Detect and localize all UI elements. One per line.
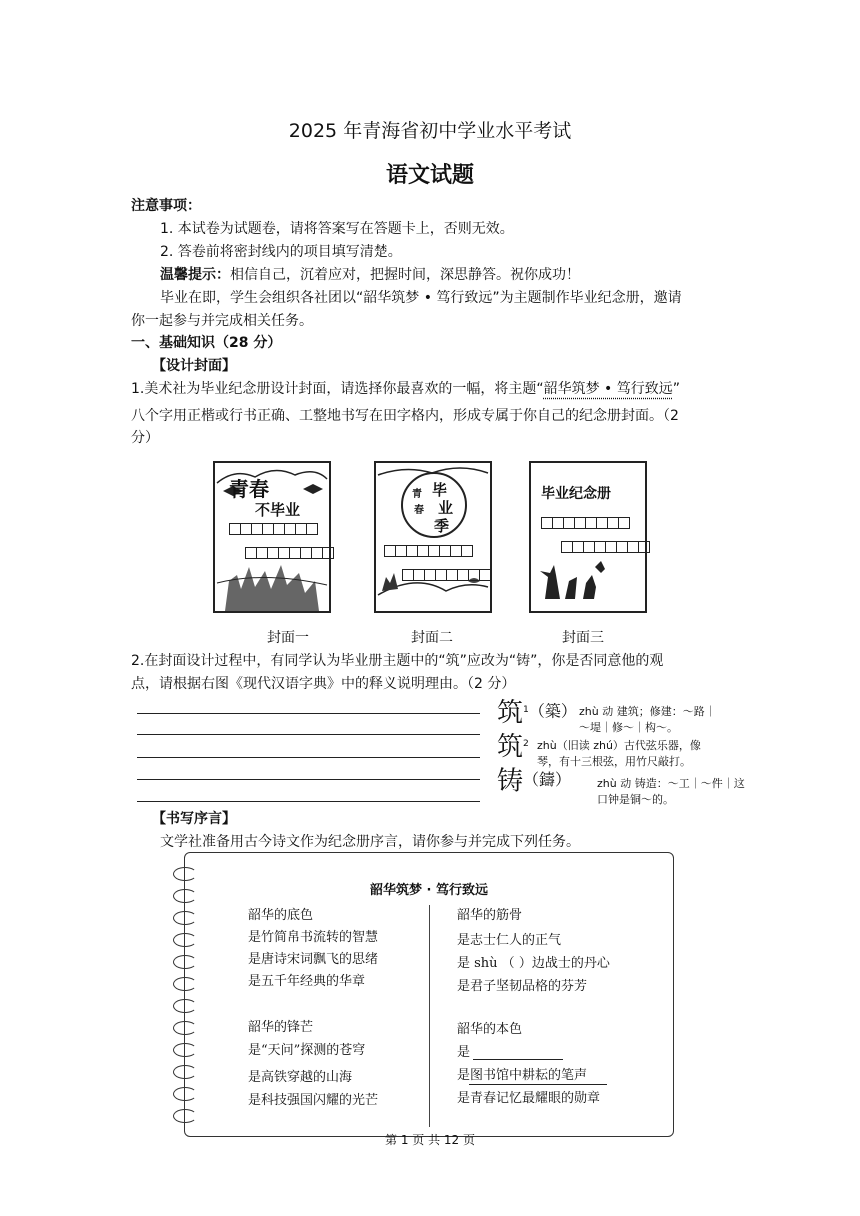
writing-grid-1a xyxy=(229,523,317,535)
answer-line-5[interactable] xyxy=(137,801,480,802)
dict-def-1a: zhù 动 建筑；修建：～路｜ xyxy=(579,705,716,718)
dict-sup-2: 2 xyxy=(523,738,529,749)
intro-line-1: 毕业在即，学生会组织各社团以“韶华筑梦 • 笃行致远”为主题制作毕业纪念册，邀请 xyxy=(160,290,682,306)
poem-left-line: 韶华的底色 xyxy=(248,908,314,923)
poem-left-line: 是竹简帛书流转的智慧 xyxy=(248,930,379,945)
writing-grid-3b xyxy=(561,541,649,553)
cover-2-char-bi: 毕 xyxy=(432,481,448,499)
task-preface-intro: 文学社准备用古今诗文作为纪念册序言，请你参与并完成下列任务。 xyxy=(160,834,580,850)
notice-item-1: 1. 本试卷为试题卷，请将答案写在答题卡上，否则无效。 xyxy=(160,221,514,237)
page-number: 第 1 页 共 12 页 xyxy=(385,1133,475,1147)
dictionary-entry-3 xyxy=(497,766,745,806)
poem-right-line: 韶华的本色 xyxy=(457,1022,523,1037)
binder-ring xyxy=(173,1109,197,1123)
poem-right-line: 是图书馆中耕耘的笔声 xyxy=(457,1068,588,1083)
dictionary-entry-2 xyxy=(497,732,701,768)
poem-right-line: 是 shù （ ）边战士的丹心 xyxy=(457,956,610,971)
writing-grid-2a xyxy=(384,545,472,557)
tip-text: 相信自己，沉着应对，把握时间，深思静答。祝你成功！ xyxy=(230,267,580,283)
writing-grid-2b xyxy=(402,569,490,581)
poem-right-line: 是青春记忆最耀眼的勋章 xyxy=(457,1091,601,1106)
question-1-line-3: 分） xyxy=(131,430,159,446)
poem-left-line: 是唐诗宋词飘飞的思绪 xyxy=(248,952,379,967)
binder-ring xyxy=(173,955,197,969)
cover-option-1[interactable] xyxy=(213,461,331,613)
question-1-line-2: 八个字用正楷或行书正确、工整地书写在田字格内，形成专属于你自己的纪念册封面。（2 xyxy=(131,408,679,424)
binder-ring xyxy=(173,1021,197,1035)
cover-2-char-ye: 业 xyxy=(438,499,454,517)
binder-ring xyxy=(173,1087,197,1101)
writing-grid-3a xyxy=(541,517,629,529)
tip-label: 温馨提示： xyxy=(160,267,230,283)
dict-def-2b: 琴，有十三根弦，用竹尺敲打。 xyxy=(537,755,691,768)
answer-line-2[interactable] xyxy=(137,734,480,735)
poem-notebook xyxy=(184,852,674,1137)
answer-line-4[interactable] xyxy=(137,779,480,780)
section-heading: 一、基础知识（28 分） xyxy=(131,335,282,351)
question-2-line-2: 点，请根据右图《现代汉语字典》中的释义说明理由。（2 分） xyxy=(131,676,516,692)
dict-def-3a: zhù 动 铸造：～工｜～件｜这 xyxy=(597,777,745,790)
answer-line-3[interactable] xyxy=(137,757,480,758)
poem-left-line: 是高铁穿越的山海 xyxy=(248,1070,353,1085)
cover-3-title: 毕业纪念册 xyxy=(541,486,611,502)
poem-right-line: 是君子坚韧品格的芬芳 xyxy=(457,979,588,994)
dict-def-1b: ～堤｜修～｜构～。 xyxy=(579,721,678,734)
binder-ring xyxy=(173,1043,197,1057)
subject-title: 语文试题 xyxy=(385,163,474,188)
poem-title: 韶华筑梦 · 笃行致远 xyxy=(370,883,488,898)
question-2-line-1: 2.在封面设计过程中，有同学认为毕业册主题中的“筑”应改为“铸”，你是否同意他的观 xyxy=(131,653,664,669)
cover-2-char-qing: 青 xyxy=(412,489,422,500)
poem-divider xyxy=(429,905,430,1127)
task-preface-heading: 【书写序言】 xyxy=(152,811,236,827)
binder-ring xyxy=(173,911,197,925)
poem-right-line: 是 xyxy=(457,1045,471,1060)
poem-left-line: 是五千年经典的华章 xyxy=(248,974,366,989)
binder-ring xyxy=(173,999,197,1013)
cover-2-char-ji: 季 xyxy=(434,517,450,535)
cover-1-subtitle: 不毕业 xyxy=(255,501,301,519)
writing-grid-1b xyxy=(245,547,333,559)
dict-def-3b: 口钟是铜～的。 xyxy=(597,793,674,806)
poem-left-line: 是科技强国闪耀的光芒 xyxy=(248,1093,379,1108)
binder-ring xyxy=(173,1065,197,1079)
cover-option-2[interactable] xyxy=(374,461,492,613)
poem-right-line: 是志士仁人的正气 xyxy=(457,933,562,948)
q1-text-b: ” xyxy=(672,381,681,397)
task-design-cover-heading: 【设计封面】 xyxy=(152,358,236,374)
poem-underline xyxy=(469,1084,607,1085)
cover-option-3[interactable] xyxy=(529,461,647,613)
binder-ring xyxy=(173,977,197,991)
dict-trad-3: （鑄） xyxy=(523,770,572,789)
exam-title: 2025 年青海省初中学业水平考试 xyxy=(288,120,572,142)
intro-line-2: 你一起参与并完成相关任务。 xyxy=(131,313,313,329)
dict-sup-1: 1 xyxy=(523,704,529,715)
dict-char-1: 筑 xyxy=(497,698,524,729)
dictionary-entry-1 xyxy=(497,698,716,734)
binder-ring xyxy=(173,933,197,947)
poem-left-line: 是“天问”探测的苍穹 xyxy=(248,1043,366,1058)
poem-left-line: 韶华的锋芒 xyxy=(248,1020,314,1035)
q1-text-a: 1.美术社为毕业纪念册设计封面，请选择你最喜欢的一幅，将主题“ xyxy=(131,381,544,397)
cover-1-title: 青春 xyxy=(229,477,269,501)
q1-theme: 韶华筑梦 • 笃行致远 xyxy=(543,381,673,397)
notice-tip xyxy=(160,264,580,286)
question-1-line-1 xyxy=(131,378,680,400)
cover-caption-2: 封面二 xyxy=(411,630,453,646)
dict-char-3: 铸 xyxy=(497,766,524,797)
notice-item-2: 2. 答卷前将密封线内的项目填写清楚。 xyxy=(160,244,402,260)
poem-fill-blank[interactable] xyxy=(473,1059,563,1060)
cover-2-char-chun: 春 xyxy=(414,505,424,516)
poem-right-line: 韶华的筋骨 xyxy=(457,908,523,923)
dict-char-2: 筑 xyxy=(497,732,524,763)
cover-caption-1: 封面一 xyxy=(267,630,309,646)
dict-def-2a: zhù（旧读 zhú）古代弦乐器，像 xyxy=(537,739,701,752)
dict-trad-1: （築） xyxy=(528,701,577,721)
cover-caption-3: 封面三 xyxy=(562,630,604,646)
answer-line-1[interactable] xyxy=(137,713,480,714)
notice-heading: 注意事项： xyxy=(131,198,201,214)
